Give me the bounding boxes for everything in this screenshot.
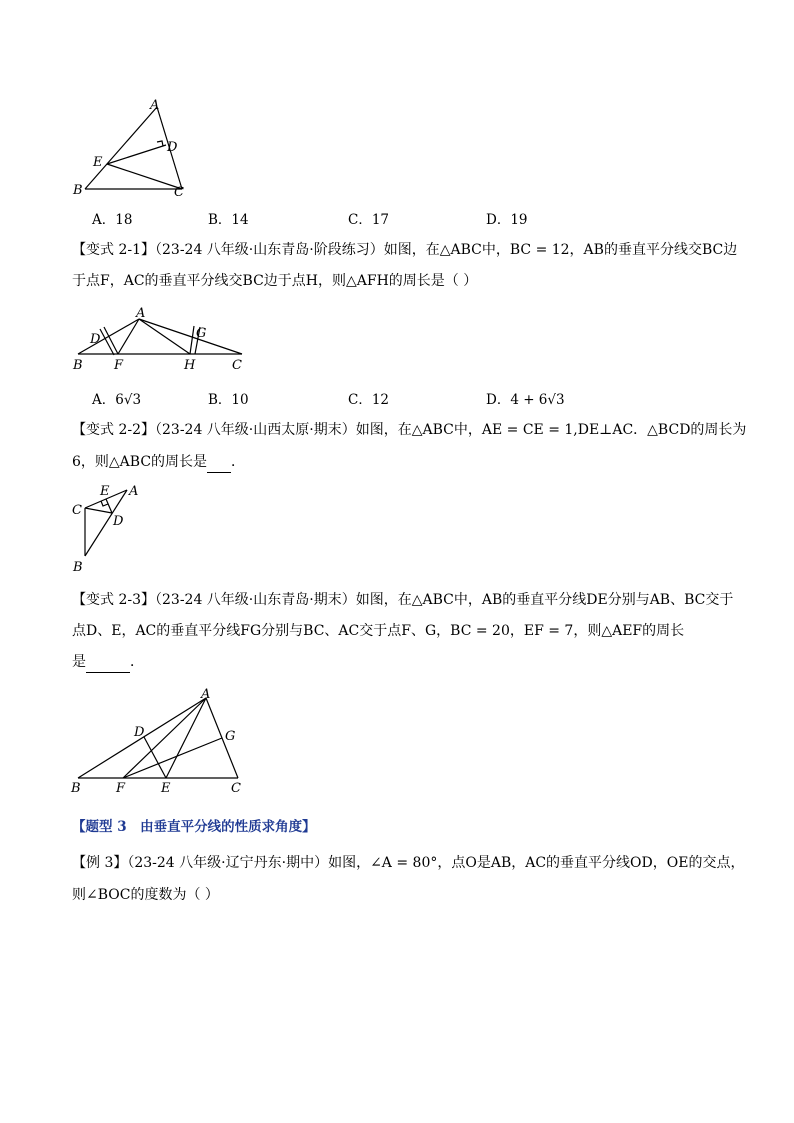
v21-option-c: C．12 bbox=[348, 392, 390, 408]
v21-label-C: C bbox=[232, 358, 242, 373]
v21-label-F: F bbox=[114, 358, 124, 373]
v23-line3-text: 是 bbox=[72, 654, 86, 670]
v22-line2 bbox=[72, 452, 245, 473]
label-A: A bbox=[150, 98, 160, 113]
v21-label-G: G bbox=[196, 326, 207, 341]
v23-label-E: E bbox=[161, 781, 171, 796]
v21-label-D: D bbox=[90, 332, 101, 347]
v23-line2: 点D、E，AC的垂直平分线FG分别与BC、AC交于点F、G，BC = 20，EF = 7，则△AEF的周长 bbox=[72, 623, 685, 639]
v23-line1 bbox=[72, 590, 733, 610]
ex3-source: （23-24 八年级·辽宁丹东·期中） bbox=[127, 855, 329, 871]
v22-tag: 【变式 2-2】 bbox=[72, 422, 155, 438]
ex3-tag: 【例 3】 bbox=[72, 855, 128, 871]
v22-line2-end: ． bbox=[231, 454, 246, 470]
v21-label-H: H bbox=[184, 358, 196, 373]
v21-source: （23-24 八年级·山东青岛·阶段练习） bbox=[155, 242, 384, 258]
v22-label-A: A bbox=[129, 484, 139, 499]
label-C: C bbox=[174, 185, 184, 200]
v23-label-C: C bbox=[231, 781, 241, 796]
ex3-line2: 则∠BOC的度数为（ ） bbox=[72, 887, 219, 903]
option-c: C．17 bbox=[348, 212, 390, 228]
v21-tag: 【变式 2-1】 bbox=[72, 242, 155, 258]
v22-label-B: B bbox=[73, 560, 83, 575]
v23-source: （23-24 八年级·山东青岛·期末） bbox=[155, 592, 356, 608]
v23-label-A: A bbox=[201, 687, 211, 702]
figure-triangle-1 bbox=[70, 95, 200, 205]
v23-line3 bbox=[72, 652, 144, 673]
figure-triangle-2 bbox=[70, 303, 260, 373]
v23-text: 如图，在△ABC中，AB的垂直平分线DE分别与AB、BC交于 bbox=[355, 592, 734, 608]
v23-line3-end: ． bbox=[130, 654, 144, 670]
figure-triangle-4 bbox=[68, 683, 258, 798]
v23-label-F: F bbox=[116, 781, 126, 796]
label-D: D bbox=[167, 140, 178, 155]
v21-text: 如图，在△ABC中，BC = 12，AB的垂直平分线交BC边 bbox=[383, 242, 738, 258]
v23-tag: 【变式 2-3】 bbox=[72, 592, 155, 608]
v22-line2-text: 6，则△ABC的周长是 bbox=[72, 454, 208, 470]
option-a: A．18 bbox=[92, 212, 133, 228]
v22-text: 如图，在△ABC中，AE = CE = 1,DE⊥AC．△BCD的周长为 bbox=[355, 422, 747, 438]
v21-label-A: A bbox=[136, 306, 146, 321]
option-d: D．19 bbox=[486, 212, 528, 228]
section-heading: 【题型 3 由垂直平分线的性质求角度】 bbox=[72, 819, 316, 835]
v21-line1 bbox=[72, 240, 737, 260]
label-B: B bbox=[73, 183, 83, 198]
v21-label-B: B bbox=[73, 358, 83, 373]
ex3-line1 bbox=[72, 853, 744, 873]
v21-option-d: D．4 + 6√3 bbox=[486, 392, 565, 408]
v22-source: （23-24 八年级·山西太原·期末） bbox=[155, 422, 356, 438]
answer-blank[interactable] bbox=[207, 452, 231, 473]
v23-label-G: G bbox=[225, 729, 236, 744]
v22-label-E: E bbox=[100, 484, 110, 499]
v22-label-C: C bbox=[72, 503, 82, 518]
v21-option-a: A．6√3 bbox=[92, 392, 142, 408]
label-E: E bbox=[93, 155, 103, 170]
answer-blank-2[interactable] bbox=[86, 652, 130, 673]
option-b: B．14 bbox=[208, 212, 249, 228]
figure-triangle-3 bbox=[68, 478, 148, 578]
v22-label-D: D bbox=[113, 514, 124, 529]
ex3-text: 如图，∠A = 80°，点O是AB，AC的垂直平分线OD，OE的交点， bbox=[328, 855, 745, 871]
v21-option-b: B．10 bbox=[208, 392, 249, 408]
v21-line2: 于点F，AC的垂直平分线交BC边于点H，则△AFH的周长是（ ） bbox=[72, 273, 478, 289]
v22-line1 bbox=[72, 420, 746, 440]
v23-label-D: D bbox=[134, 725, 145, 740]
v23-label-B: B bbox=[71, 781, 81, 796]
